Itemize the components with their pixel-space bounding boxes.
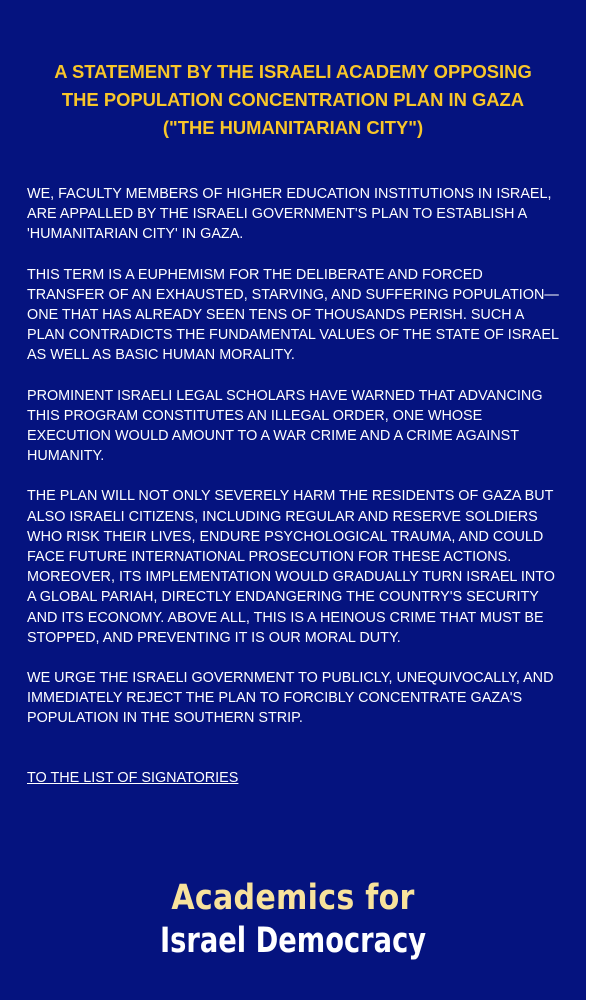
paragraph-line: EXECUTION WOULD AMOUNT TO A WAR CRIME AND A CRIME AGAINST: [27, 428, 520, 445]
logo-line-1: Academics for: [171, 878, 415, 918]
paragraph-line: TRANSFER OF AN EXHAUSTED, STARVING, AND SUFFERING POPULATION—: [27, 286, 559, 303]
paragraph-line: 'HUMANITARIAN CITY' IN GAZA.: [27, 226, 244, 243]
paragraph-line: FACE FUTURE INTERNATIONAL PROSECUTION FOR THESE ACTIONS.: [27, 549, 512, 566]
paragraph-urge: [27, 668, 567, 729]
headline-line: ("THE HUMANITARIAN CITY"): [162, 117, 424, 138]
paragraph-line: WE URGE THE ISRAELI GOVERNMENT TO PUBLICLY, UNEQUIVOCALLY, AND: [27, 670, 554, 687]
academics-for-israel-democracy-logo: [0, 876, 586, 962]
paragraph-line: A GLOBAL PARIAH, DIRECTLY ENDANGERING THE COUNTRY'S SECURITY: [27, 589, 539, 606]
statement-headline: [20, 58, 566, 142]
signatories-link[interactable]: TO THE LIST OF SIGNATORIES: [27, 770, 239, 786]
headline-line: A STATEMENT BY THE ISRAELI ACADEMY OPPOSING: [54, 61, 532, 82]
statement-body: [27, 184, 567, 749]
paragraph-line: IMMEDIATELY REJECT THE PLAN TO FORCIBLY CONCENTRATE GAZA'S: [27, 690, 523, 707]
paragraph-line: ALSO ISRAELI CITIZENS, INCLUDING REGULAR AND RESERVE SOLDIERS: [27, 508, 538, 525]
paragraph-line: THIS TERM IS A EUPHEMISM FOR THE DELIBERATE AND FORCED: [27, 266, 483, 283]
paragraph-line: MOREOVER, ITS IMPLEMENTATION WOULD GRADUALLY TURN ISRAEL INTO: [27, 569, 556, 586]
paragraph-euphemism: [27, 265, 567, 366]
paragraph-line: ONE THAT HAS ALREADY SEEN TENS OF THOUSANDS PERISH. SUCH A: [27, 307, 525, 324]
logo-line-2: Israel Democracy: [159, 921, 427, 961]
paragraph-line: AND ITS ECONOMY. ABOVE ALL, THIS IS A HEINOUS CRIME THAT MUST BE: [27, 609, 544, 626]
paragraph-line: PLAN CONTRADICTS THE FUNDAMENTAL VALUES OF THE STATE OF ISRAEL: [27, 327, 560, 344]
paragraph-line: HUMANITY.: [27, 448, 105, 465]
paragraph-line: WE, FACULTY MEMBERS OF HIGHER EDUCATION INSTITUTIONS IN ISRAEL,: [27, 186, 552, 202]
paragraph-line: PROMINENT ISRAELI LEGAL SCHOLARS HAVE WARNED THAT ADVANCING: [27, 387, 543, 404]
paragraph-line: ARE APPALLED BY THE ISRAELI GOVERNMENT'S PLAN TO ESTABLISH A: [27, 206, 528, 223]
paragraph-appalled: [27, 184, 567, 245]
page-edge-strip: [586, 0, 592, 1000]
paragraph-line: THE PLAN WILL NOT ONLY SEVERELY HARM THE RESIDENTS OF GAZA BUT: [27, 488, 554, 505]
headline-line: THE POPULATION CONCENTRATION PLAN IN GAZA: [61, 89, 525, 110]
paragraph-line: POPULATION IN THE SOUTHERN STRIP.: [27, 710, 303, 727]
paragraph-line: AS WELL AS BASIC HUMAN MORALITY.: [27, 347, 295, 364]
paragraph-line: WHO RISK THEIR LIVES, ENDURE PSYCHOLOGICAL TRAUMA, AND COULD: [27, 528, 544, 545]
paragraph-harm: [27, 486, 567, 648]
paragraph-line: STOPPED, AND PREVENTING IT IS OUR MORAL DUTY.: [27, 629, 401, 646]
paragraph-line: THIS PROGRAM CONSTITUTES AN ILLEGAL ORDER, ONE WHOSE: [27, 407, 483, 424]
paragraph-legal-scholars: [27, 386, 567, 467]
